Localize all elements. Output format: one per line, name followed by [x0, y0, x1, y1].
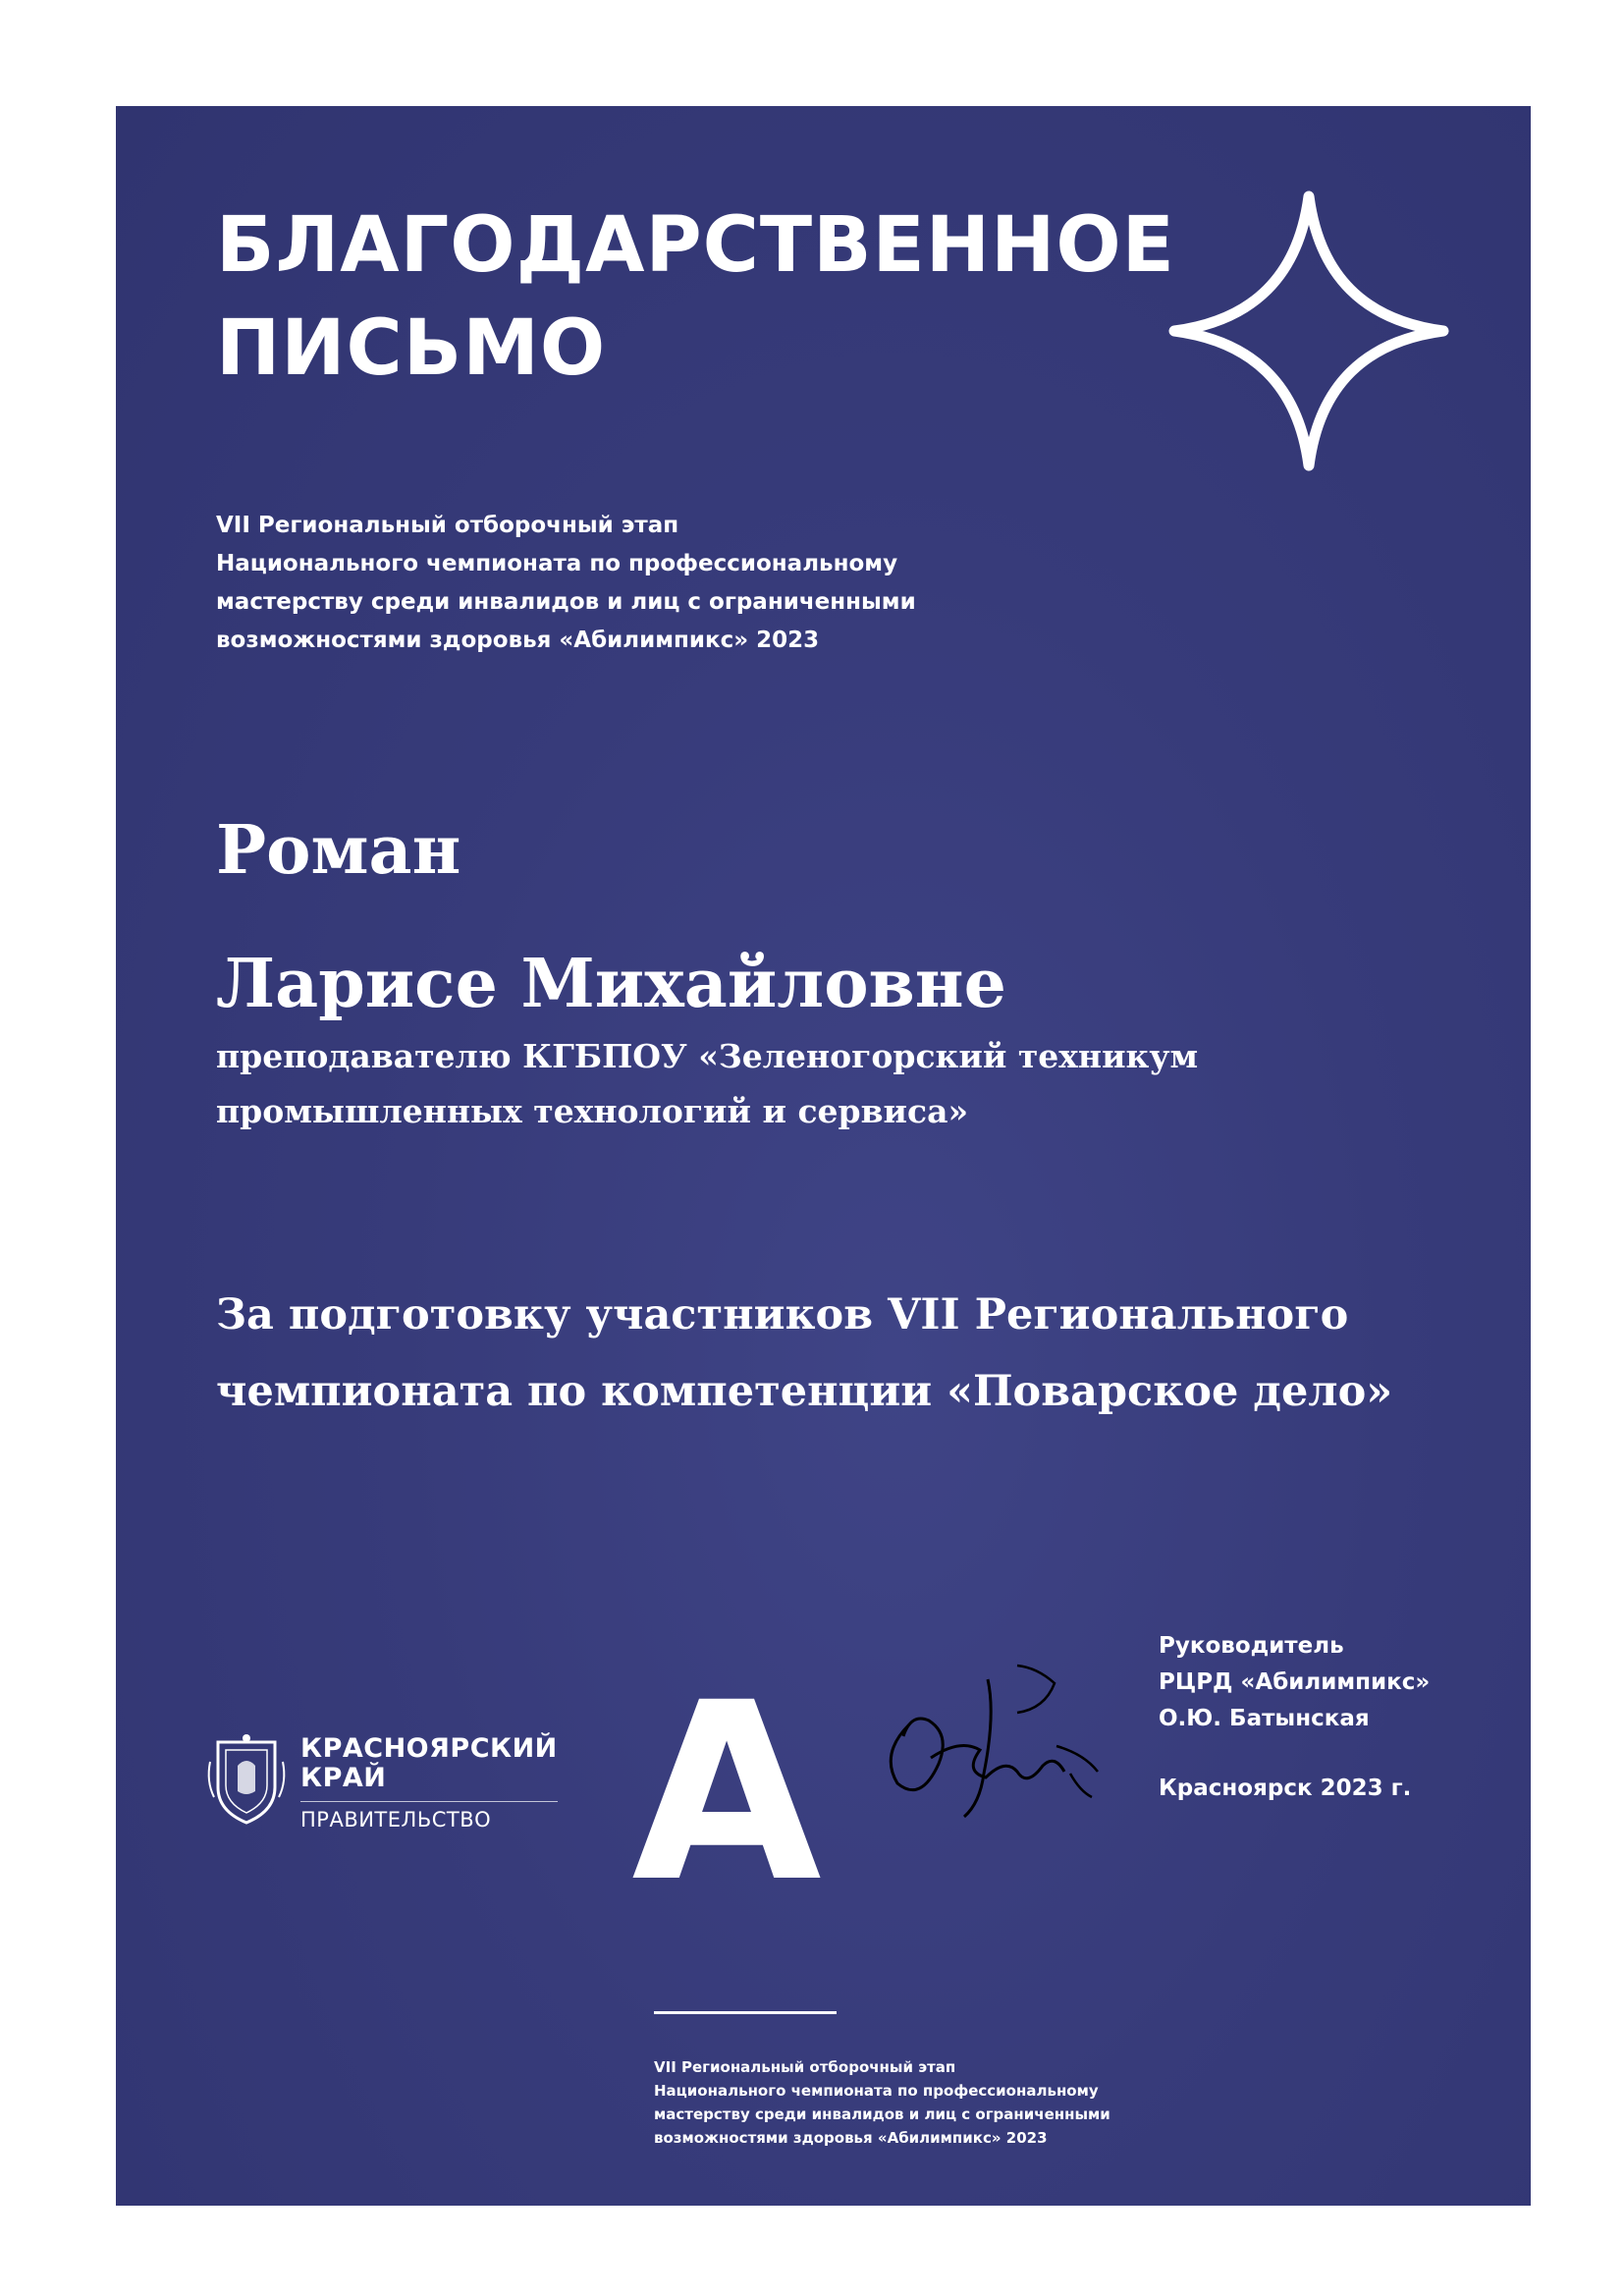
recipient-given-names: Ларисе Михайловне [216, 945, 1006, 1023]
footer-event-line: возможностями здоровья «Абилимпикс» 2023 [654, 2129, 1048, 2147]
krai-name-line: КРАЙ [300, 1763, 387, 1793]
footer-event-description [654, 2055, 1110, 2150]
footer-divider [654, 2011, 837, 2014]
krasnoyarsk-government-logo [204, 1732, 636, 1840]
recipient-surname: Роман [216, 811, 461, 890]
footer-event-line: мастерству среди инвалидов и лиц с ограниченными [654, 2105, 1110, 2123]
certificate-title-line: БЛАГОДАРСТВЕННОЕ [216, 201, 1175, 290]
event-line: VII Региональный отборочный этап [216, 513, 679, 538]
footer-event-line: Национального чемпионата по профессиональному [654, 2082, 1099, 2100]
signatory-block [1159, 1628, 1430, 1737]
krai-text-block [300, 1734, 558, 1831]
position-line: промышленных технологий и сервиса» [216, 1092, 969, 1130]
recipient-name [216, 784, 1006, 1051]
four-point-star-icon [1164, 187, 1453, 475]
recipient-position [216, 1029, 1198, 1139]
signatory-name: О.Ю. Батынская [1159, 1706, 1370, 1731]
signatory-role: Руководитель [1159, 1633, 1344, 1659]
position-line: преподавателю КГБПОУ «Зеленогорский техникум [216, 1037, 1199, 1075]
reason-line: чемпионата по компетенции «Поварское дело» [216, 1367, 1393, 1416]
event-description [216, 507, 916, 660]
signature-icon [870, 1656, 1115, 1823]
krai-subtitle: ПРАВИТЕЛЬСТВО [300, 1801, 558, 1831]
place-date: Красноярск 2023 г. [1159, 1776, 1412, 1801]
coat-of-arms-icon [204, 1732, 289, 1827]
abilympics-logo-letter: A [631, 1650, 822, 1936]
award-reason [216, 1277, 1392, 1430]
krai-name-line: КРАСНОЯРСКИЙ [300, 1733, 558, 1764]
certificate-title [216, 194, 1175, 401]
certificate-title-line: ПИСЬМО [216, 304, 607, 393]
certificate-panel [116, 106, 1531, 2206]
reason-line: За подготовку участников VII Регионального [216, 1290, 1349, 1339]
event-line: мастерству среди инвалидов и лиц с ограниченными [216, 589, 916, 615]
footer-event-line: VII Региональный отборочный этап [654, 2058, 956, 2076]
abilympics-logo-icon [631, 1650, 822, 1936]
krai-name [300, 1734, 558, 1793]
signatory-organization: РЦРД «Абилимпикс» [1159, 1669, 1431, 1695]
event-line: возможностями здоровья «Абилимпикс» 2023 [216, 628, 820, 653]
event-line: Национального чемпионата по профессиональному [216, 551, 898, 576]
